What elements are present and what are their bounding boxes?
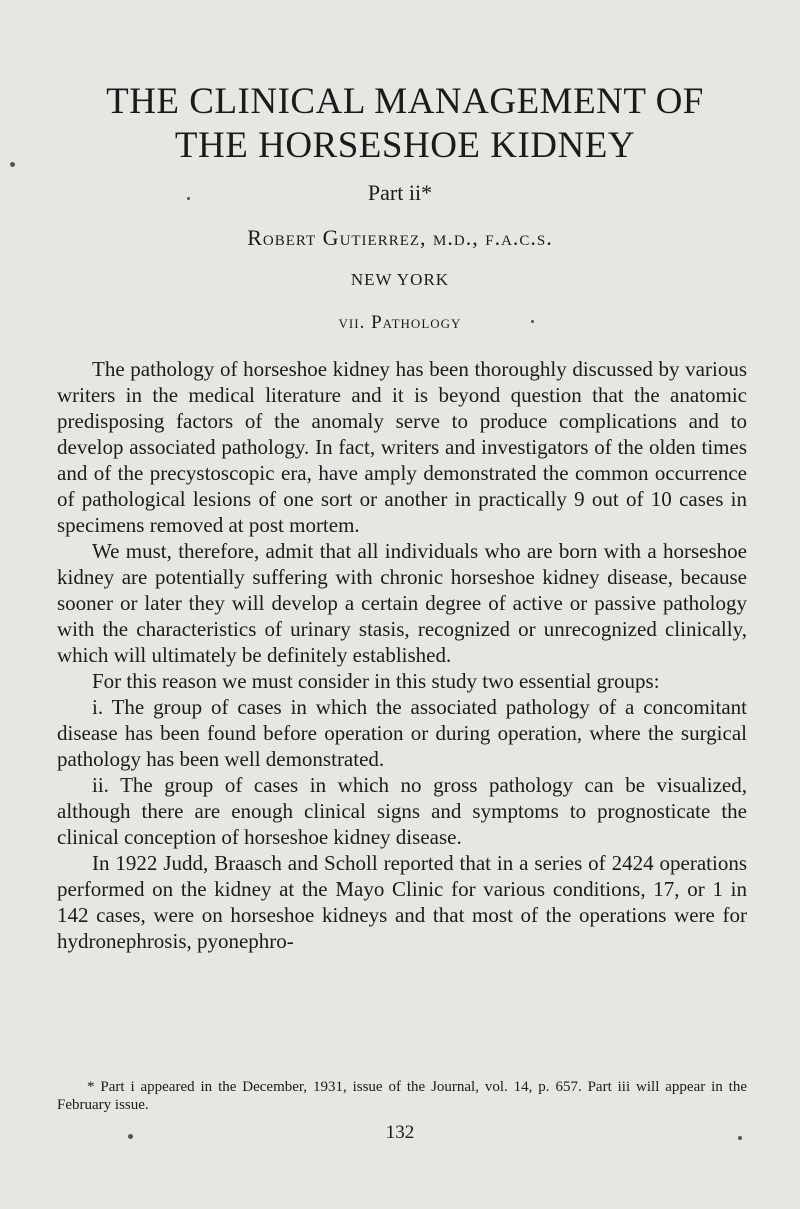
- paragraph: We must, therefore, admit that all individuals who are born with a horseshoe kidney are potentially suffering with chronic horseshoe kidney disease, because sooner or later they will develop a certain degree of active or passive pathology with the characteristics of urinary stasis, recognized or unrecognized clinically, which will ultimately be definitely established.: [57, 539, 747, 667]
- author-city: NEW YORK: [350, 270, 450, 289]
- paragraph: i. The group of cases in which the associated pathology of a concomitant disease has been found before operation or during operation, where the surgical pathology has been well demonstrated.: [57, 695, 747, 771]
- footnote: * Part i appeared in the December, 1931, issue of the Journal, vol. 14, p. 657. Part iii will appear in the February issue.: [57, 1079, 747, 1113]
- page-number: 132: [385, 1122, 415, 1143]
- print-speck: [738, 1136, 742, 1140]
- part-label: Part ii*: [367, 180, 433, 205]
- paragraph: The pathology of horseshoe kidney has been thoroughly discussed by various writers in the medical literature and it is beyond question that the anatomic predisposing factors of the anomaly serve to produce complications and to develop associated pathology. In fact, writers and investigators of the olden times and of the precystoscopic era, have amply demonstrated the common occurrence of pathological lesions of one sort or another in practically 9 out of 10 cases in specimens removed at post mortem.: [57, 357, 747, 537]
- paragraph: In 1922 Judd, Braasch and Scholl reported that in a series of 2424 operations performed on the kidney at the Mayo Clinic for various conditions, 17, or 1 in 142 cases, were on horseshoe kidneys and that most of the operations were for hydronephrosis, pyonephro-: [57, 851, 747, 953]
- paragraph: ii. The group of cases in which no gross pathology can be visualized, although there are enough clinical signs and symptoms to prognosticate the clinical conception of horseshoe kidney disease.: [57, 773, 747, 849]
- paragraph: For this reason we must consider in this study two essential groups:: [92, 669, 660, 693]
- title-line-1: THE CLINICAL MANAGEMENT OF: [106, 81, 704, 122]
- print-speck: [531, 320, 534, 323]
- author-name: Robert Gutierrez, m.d., f.a.c.s.: [247, 225, 553, 250]
- article-title: [40, 80, 770, 168]
- print-speck: [128, 1134, 133, 1139]
- section-heading: vii. Pathology: [338, 312, 462, 333]
- article-body: [57, 356, 747, 954]
- print-speck: [187, 197, 190, 200]
- print-speck: [10, 162, 15, 167]
- title-line-2: THE HORSESHOE KIDNEY: [174, 125, 636, 166]
